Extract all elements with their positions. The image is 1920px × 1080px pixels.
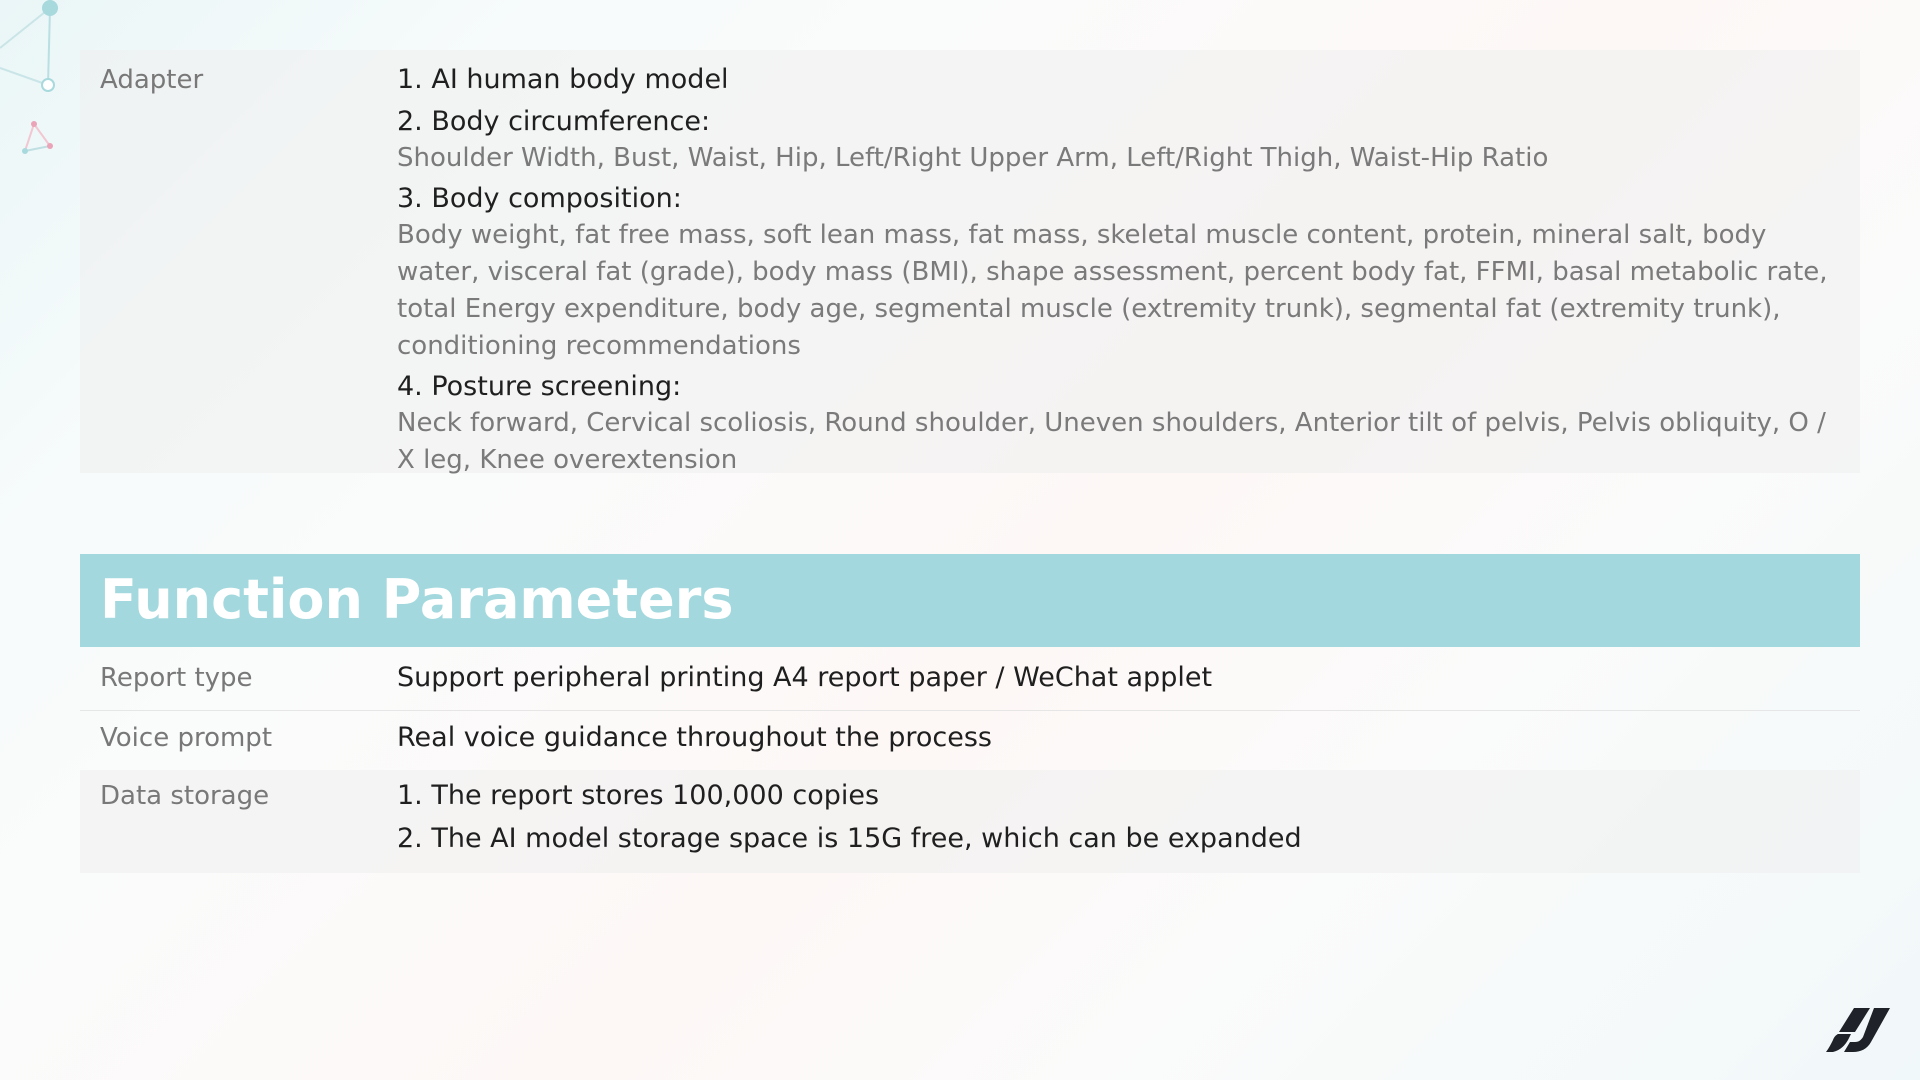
row-value-group bbox=[397, 660, 1847, 696]
row-value-group bbox=[397, 778, 1847, 857]
adapter-item-title: 4. Posture screening: bbox=[397, 371, 682, 402]
table-row bbox=[80, 711, 1860, 770]
adapter-item-description: Neck forward, Cervical scoliosis, Round shoulder, Uneven shoulders, Anterior tilt of pelvis, Pelvis obliquity, O / X leg, Knee overextension bbox=[397, 408, 1826, 475]
section-title: Function Parameters bbox=[100, 568, 734, 631]
row-label: Voice prompt bbox=[100, 723, 273, 753]
row-value: 2. The AI model storage space is 15G free, which can be expanded bbox=[397, 823, 1302, 854]
section-header bbox=[80, 554, 1860, 647]
row-label: Report type bbox=[100, 663, 253, 693]
row-value-group bbox=[397, 720, 1847, 756]
adapter-section bbox=[80, 50, 1860, 473]
table-row bbox=[80, 770, 1860, 873]
adapter-items bbox=[397, 62, 1847, 479]
row-value: Real voice guidance throughout the process bbox=[397, 722, 992, 753]
adapter-item-title: 2. Body circumference: bbox=[397, 106, 711, 137]
brand-logo-icon bbox=[1824, 1006, 1892, 1054]
adapter-item-description: Body weight, fat free mass, soft lean mass, fat mass, skeletal muscle content, protein, mineral salt, body water, visceral fat (grade), body mass (BMI), shape assessment, percent body fat, FFMI, basal metabolic rate, total Energy expenditure, body age, segmental muscle (extremity trunk), segmental fat (extremity trunk), conditioning recommendations bbox=[397, 220, 1828, 361]
adapter-label: Adapter bbox=[100, 65, 204, 95]
network-decoration-icon bbox=[0, 0, 80, 170]
table-row bbox=[80, 647, 1860, 711]
adapter-item-title: 3. Body composition: bbox=[397, 183, 682, 214]
adapter-item-title: 1. AI human body model bbox=[397, 64, 729, 95]
row-value: Support peripheral printing A4 report paper / WeChat applet bbox=[397, 662, 1213, 693]
row-value: 1. The report stores 100,000 copies bbox=[397, 780, 880, 811]
row-label: Data storage bbox=[100, 781, 270, 811]
adapter-item-description: Shoulder Width, Bust, Waist, Hip, Left/Right Upper Arm, Left/Right Thigh, Waist-Hip Ratio bbox=[397, 143, 1549, 173]
